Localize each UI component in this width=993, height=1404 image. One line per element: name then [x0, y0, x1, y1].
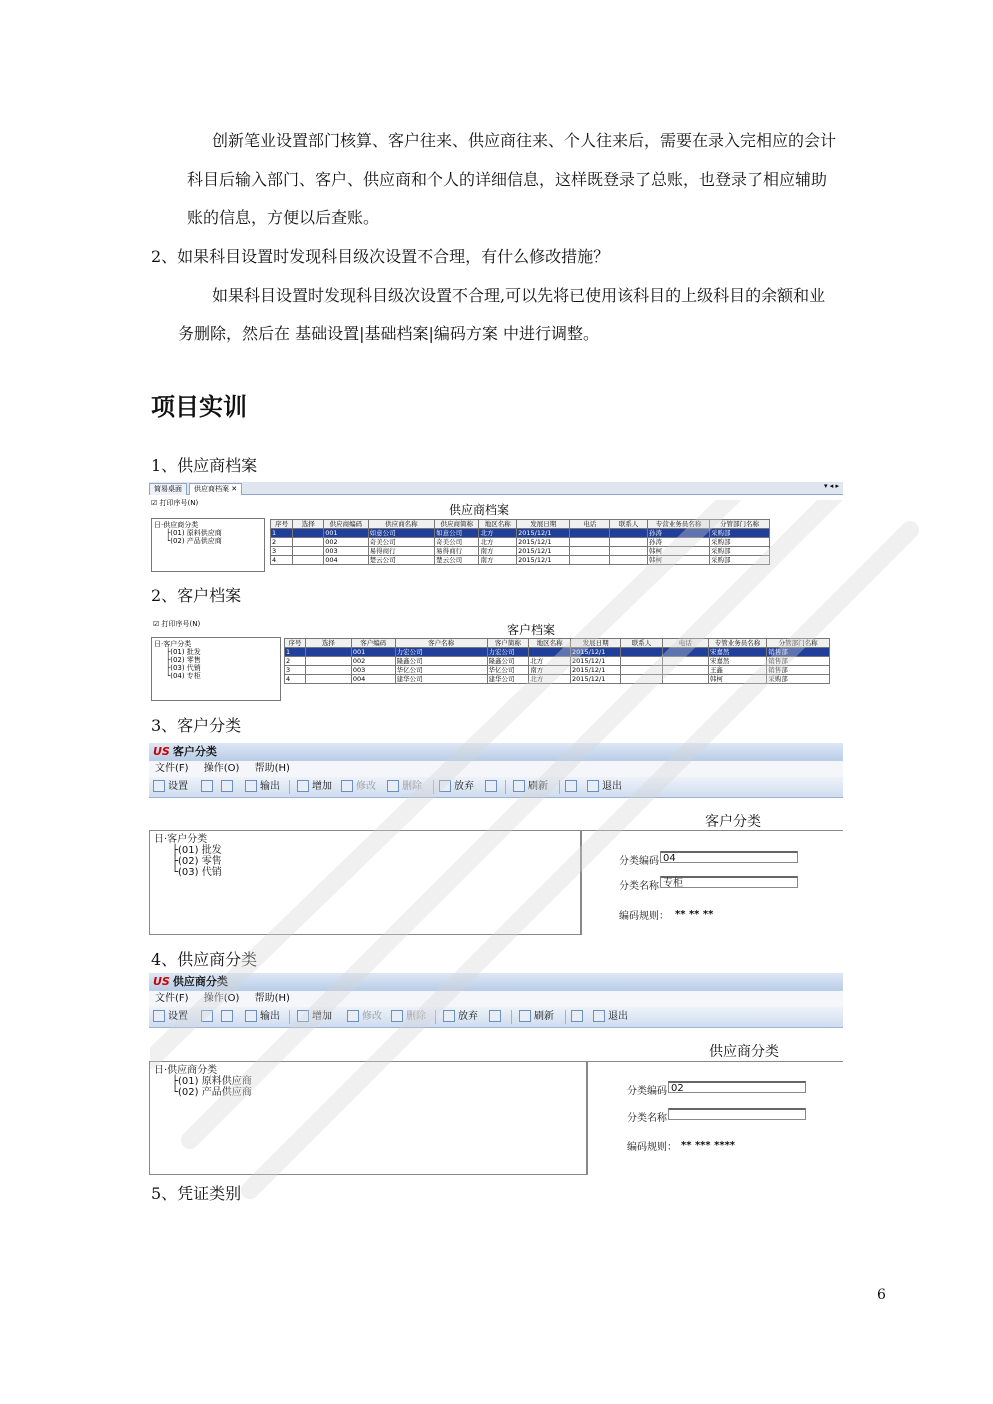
toolbar-separator [505, 780, 506, 794]
class-code-input[interactable]: 04 [660, 851, 798, 863]
help-button[interactable] [571, 1007, 586, 1027]
settings-label: 设置 [168, 781, 188, 792]
tree-node[interactable]: ├(01) 批发 [166, 648, 201, 656]
menu-bar [149, 761, 843, 777]
edit-button[interactable] [341, 777, 376, 797]
column-header[interactable]: 发展日期 [571, 639, 621, 648]
edit-label: 修改 [356, 781, 376, 792]
table-row[interactable] [271, 538, 770, 547]
table-cell: 南方 [479, 547, 517, 556]
tree-node[interactable]: └(02) 产品供应商 [166, 537, 222, 545]
table-cell [610, 547, 648, 556]
section-4-label: 4、供应商分类 [151, 950, 258, 969]
table-cell: 北方 [479, 529, 517, 538]
table-cell: 2015/12/1 [517, 538, 570, 547]
supplier-archive-screenshot [149, 482, 843, 572]
delete-label: 删除 [406, 1011, 426, 1022]
delete-icon [391, 1010, 403, 1022]
table-cell: 004 [324, 556, 368, 565]
table-cell [621, 666, 663, 675]
exit-icon [587, 780, 599, 792]
page-number: 6 [877, 1287, 886, 1303]
table-cell [570, 529, 610, 538]
question-2: 2、如果科目设置时发现科目级次设置不合理，有什么修改措施？ [151, 247, 610, 266]
tree-node[interactable]: ├(02) 零售 [166, 656, 201, 664]
table-cell: 3 [285, 666, 306, 675]
toolbar-separator [559, 780, 560, 794]
supplier-class-window [149, 973, 843, 1175]
table-cell: 采购部 [710, 538, 770, 547]
section-5-label: 5、凭证类别 [151, 1184, 242, 1203]
discard-button[interactable] [443, 1007, 478, 1027]
column-header[interactable]: 客户编码 [351, 639, 395, 648]
table-row[interactable] [285, 666, 830, 675]
delete-label: 删除 [402, 781, 422, 792]
toolbar [149, 1007, 843, 1028]
table-cell: 2015/12/1 [571, 648, 621, 657]
table-cell: 2015/12/1 [571, 666, 621, 675]
table-cell: 宋嘉然 [708, 657, 766, 666]
table-cell [621, 675, 663, 684]
section-2-label: 2、客户档案 [151, 586, 242, 605]
answer-2-line-1: 如果科目设置时发现科目级次设置不合理,可以先将已使用该科目的上级科目的余额和业 [212, 286, 826, 305]
menu-file[interactable]: 文件(F) [155, 763, 189, 774]
menu-help[interactable]: 帮助(H) [254, 993, 290, 1004]
table-cell: 004 [351, 675, 395, 684]
save-icon [489, 1010, 501, 1022]
preview-button[interactable] [221, 777, 236, 797]
table-cell: 隆鑫公司 [487, 657, 529, 666]
table-row[interactable] [271, 529, 770, 538]
table-row[interactable] [271, 547, 770, 556]
table-cell: 销售部 [767, 666, 830, 675]
table-cell: 采购部 [710, 529, 770, 538]
column-header[interactable]: 序号 [285, 639, 306, 648]
table-cell: 2 [271, 538, 293, 547]
column-header[interactable]: 地区名称 [529, 639, 571, 648]
print-button[interactable] [201, 777, 216, 797]
section-3-label: 3、客户分类 [151, 716, 242, 735]
exit-label: 退出 [608, 1011, 628, 1022]
settings-button[interactable] [153, 1007, 188, 1027]
add-label: 增加 [312, 1011, 332, 1022]
table-cell: 力宏公司 [487, 648, 529, 657]
class-name-label: 分类名称 [627, 1113, 667, 1124]
table-header-row [271, 520, 770, 529]
paragraph-1-line-2: 科目后输入部门、客户、供应商和个人的详细信息，这样既登录了总账，也登录了相应辅助 [187, 170, 828, 189]
table-cell [662, 657, 708, 666]
export-label: 输出 [260, 1011, 280, 1022]
tab-scroll-controls[interactable]: ▾ ◂ ▸ [824, 482, 839, 490]
add-button[interactable] [297, 777, 332, 797]
table-row[interactable] [285, 648, 830, 657]
table-cell: 002 [324, 538, 368, 547]
table-cell: 易得商行 [368, 547, 435, 556]
table-cell: 2015/12/1 [517, 529, 570, 538]
table-cell: 宋嘉然 [708, 648, 766, 657]
table-cell [662, 675, 708, 684]
export-icon [245, 780, 257, 792]
exit-label: 退出 [602, 781, 622, 792]
right-panel-title: 供应商分类 [709, 1044, 779, 1060]
tab-desktop[interactable]: 简易桌面 [149, 483, 187, 495]
table-row[interactable] [285, 675, 830, 684]
table-cell: 楚云公司 [368, 556, 435, 565]
code-rule-value: ** *** **** [681, 1140, 736, 1151]
table-cell: 如意公司 [368, 529, 435, 538]
add-icon [297, 780, 309, 792]
table-cell: 韩柯 [647, 556, 709, 565]
toolbar-separator [433, 780, 434, 794]
table-cell: 采购部 [710, 556, 770, 565]
undo-icon [443, 1010, 455, 1022]
column-header[interactable]: 联系人 [610, 520, 648, 529]
settings-button[interactable] [153, 777, 188, 797]
export-button[interactable] [245, 777, 280, 797]
menu-bar [149, 991, 843, 1007]
delete-button[interactable] [387, 777, 422, 797]
table-cell: 001 [351, 648, 395, 657]
tree-node[interactable]: ├(02) 零售 [172, 856, 222, 867]
export-label: 输出 [260, 781, 280, 792]
column-header[interactable]: 专营业务员名称 [647, 520, 709, 529]
print-serial-checkbox[interactable]: ☑ 打印序号(N) [151, 499, 199, 507]
toolbar-separator [289, 780, 290, 794]
tree-node[interactable]: 日·供应商分类 [154, 521, 199, 529]
table-cell: 1 [271, 529, 293, 538]
section-1-label: 1、供应商档案 [151, 456, 258, 475]
table-cell: 楚云公司 [435, 556, 479, 565]
customer-class-window [149, 743, 843, 935]
column-header[interactable]: 电话 [570, 520, 610, 529]
add-icon [297, 1010, 309, 1022]
refresh-icon [519, 1010, 531, 1022]
table-cell: 建华公司 [395, 675, 487, 684]
paragraph-1-line-3: 账的信息，方便以后查账。 [187, 208, 380, 227]
table-cell: 采购部 [710, 547, 770, 556]
table-cell: 2015/12/1 [517, 556, 570, 565]
save-button[interactable] [489, 1007, 504, 1027]
table-cell [621, 648, 663, 657]
table-cell [570, 556, 610, 565]
tree-node[interactable]: └(02) 产品供应商 [172, 1087, 252, 1098]
customer-class-tree[interactable] [151, 637, 281, 701]
delete-button[interactable] [391, 1007, 426, 1027]
print-serial-checkbox[interactable]: ☑ 打印序号(N) [153, 620, 201, 628]
window-title-bar [149, 743, 843, 761]
toolbar-separator [565, 1010, 566, 1024]
class-code-label: 分类编码 [619, 856, 659, 867]
tree-node[interactable]: └(03) 代销 [172, 867, 222, 878]
menu-file[interactable]: 文件(F) [155, 993, 189, 1004]
table-cell [621, 657, 663, 666]
preview-icon [221, 1010, 233, 1022]
tab-supplier-archive[interactable]: 供应商档案 ✕ [189, 483, 242, 495]
table-cell: 南方 [479, 556, 517, 565]
column-header[interactable]: 供应商简称 [435, 520, 479, 529]
help-icon [571, 1010, 583, 1022]
refresh-label: 刷新 [528, 781, 548, 792]
table-cell: 力宏公司 [395, 648, 487, 657]
table-cell: 南方 [529, 666, 571, 675]
code-rule-label: 编码规则： [627, 1142, 677, 1153]
table-cell: 北方 [529, 657, 571, 666]
table-cell: 2 [285, 657, 306, 666]
refresh-icon [513, 780, 525, 792]
table-cell: 奇美公司 [435, 538, 479, 547]
table-cell: 华亿公司 [487, 666, 529, 675]
table-cell [293, 529, 324, 538]
column-header[interactable]: 分管部门名称 [767, 639, 830, 648]
print-button[interactable] [201, 1007, 216, 1027]
tree-node[interactable]: ├(01) 批发 [172, 845, 222, 856]
settings-icon [153, 1010, 165, 1022]
column-header[interactable]: 分管部门名称 [710, 520, 770, 529]
table-cell [610, 529, 648, 538]
supplier-class-tree[interactable] [149, 1061, 587, 1175]
column-header[interactable]: 客户简称 [487, 639, 529, 648]
settings-icon [153, 780, 165, 792]
app-logo: US [153, 975, 170, 988]
table-cell [305, 666, 351, 675]
toolbar-separator [511, 1010, 512, 1024]
customer-table[interactable] [284, 638, 830, 684]
discard-button[interactable] [439, 777, 474, 797]
toolbar [149, 777, 843, 798]
code-rule-label: 编码规则： [619, 911, 669, 922]
refresh-label: 刷新 [534, 1011, 554, 1022]
class-code-label: 分类编码 [627, 1086, 667, 1097]
table-cell [305, 648, 351, 657]
edit-icon [347, 1010, 359, 1022]
table-cell: 001 [324, 529, 368, 538]
preview-icon [221, 780, 233, 792]
column-header[interactable]: 选择 [305, 639, 351, 648]
discard-label: 放弃 [454, 781, 474, 792]
table-cell [293, 538, 324, 547]
column-header[interactable]: 专管业务员名称 [708, 639, 766, 648]
menu-operate[interactable]: 操作(O) [203, 763, 240, 774]
class-name-input[interactable] [668, 1108, 806, 1120]
section-heading: 项目实训 [151, 393, 247, 421]
table-cell [610, 556, 648, 565]
table-cell: 采购部 [767, 675, 830, 684]
exit-button[interactable] [593, 1007, 628, 1027]
table-cell: 2015/12/1 [517, 547, 570, 556]
table-header-row [285, 639, 830, 648]
table-cell [570, 538, 610, 547]
undo-icon [439, 780, 451, 792]
tree-node[interactable]: 日·供应商分类 [154, 1065, 218, 1076]
table-cell [662, 666, 708, 675]
edit-icon [341, 780, 353, 792]
table-cell: 002 [351, 657, 395, 666]
table-cell [610, 538, 648, 547]
table-cell: 销售部 [767, 657, 830, 666]
table-cell: 孙涛 [647, 529, 709, 538]
table-cell: 韩柯 [708, 675, 766, 684]
exit-button[interactable] [587, 777, 622, 797]
table-cell: 王鑫 [708, 666, 766, 675]
table-cell: 北方 [529, 675, 571, 684]
paragraph-1-line-1: 创新笔业设置部门核算、客户往来、供应商往来、个人往来后，需要在录入完相应的会计 [212, 131, 837, 150]
print-icon [201, 1010, 213, 1022]
refresh-button[interactable] [513, 777, 548, 797]
column-header[interactable]: 地区名称 [479, 520, 517, 529]
table-cell: 003 [324, 547, 368, 556]
tree-node[interactable]: 日·客户分类 [154, 834, 208, 845]
table-cell: 北方 [479, 538, 517, 547]
discard-label: 放弃 [458, 1011, 478, 1022]
supplier-table[interactable] [270, 519, 770, 565]
table-cell: 2015/12/1 [571, 675, 621, 684]
tree-node[interactable]: ├(03) 代销 [166, 664, 201, 672]
column-header[interactable]: 发展日期 [517, 520, 570, 529]
class-code-input[interactable]: 02 [668, 1081, 806, 1093]
app-logo: US [153, 745, 170, 758]
add-button[interactable] [297, 1007, 332, 1027]
column-header[interactable]: 选择 [293, 520, 324, 529]
save-button[interactable] [485, 777, 500, 797]
table-cell: 003 [351, 666, 395, 675]
table-cell [305, 675, 351, 684]
supplier-archive-title: 供应商档案 [449, 503, 510, 517]
table-cell [662, 648, 708, 657]
table-cell: 1 [285, 648, 306, 657]
table-cell [293, 547, 324, 556]
tab-bar [149, 482, 843, 495]
exit-icon [593, 1010, 605, 1022]
table-cell: 3 [271, 547, 293, 556]
export-icon [245, 1010, 257, 1022]
table-cell [529, 648, 571, 657]
column-header[interactable]: 供应商名称 [368, 520, 435, 529]
delete-icon [387, 780, 399, 792]
column-header[interactable]: 客户名称 [395, 639, 487, 648]
column-header[interactable]: 序号 [271, 520, 293, 529]
table-cell: 建华公司 [487, 675, 529, 684]
right-panel-title: 客户分类 [705, 814, 761, 830]
add-label: 增加 [312, 781, 332, 792]
window-title: 客户分类 [172, 745, 217, 758]
class-name-label: 分类名称 [619, 881, 659, 892]
print-icon [201, 780, 213, 792]
column-header[interactable]: 供应商编码 [324, 520, 368, 529]
column-header[interactable]: 联系人 [621, 639, 663, 648]
window-title-bar [149, 973, 843, 991]
refresh-button[interactable] [519, 1007, 554, 1027]
table-cell: 韩柯 [647, 547, 709, 556]
tree-node[interactable]: ├(01) 原料供应商 [172, 1076, 252, 1087]
menu-operate[interactable]: 操作(O) [203, 993, 240, 1004]
code-rule-value: ** ** ** [675, 909, 714, 920]
settings-label: 设置 [168, 1011, 188, 1022]
customer-archive-title: 客户档案 [507, 623, 556, 637]
edit-label: 修改 [362, 1011, 382, 1022]
table-cell [305, 657, 351, 666]
table-row[interactable] [271, 556, 770, 565]
toolbar-separator [435, 1010, 436, 1024]
table-cell: 4 [285, 675, 306, 684]
help-button[interactable] [565, 777, 580, 797]
class-name-input[interactable]: 专柜 [660, 876, 798, 888]
table-cell: 4 [271, 556, 293, 565]
table-cell: 孙涛 [647, 538, 709, 547]
save-icon [485, 780, 497, 792]
table-cell [293, 556, 324, 565]
table-row[interactable] [285, 657, 830, 666]
customer-archive-screenshot [149, 613, 843, 701]
table-cell: 如意公司 [435, 529, 479, 538]
tree-node[interactable]: └(04) 专柜 [166, 672, 201, 680]
table-cell: 奇美公司 [368, 538, 435, 547]
edit-button[interactable] [347, 1007, 382, 1027]
toolbar-separator [289, 1010, 290, 1024]
customer-class-tree[interactable] [149, 830, 581, 935]
menu-help[interactable]: 帮助(H) [254, 763, 290, 774]
export-button[interactable] [245, 1007, 280, 1027]
help-icon [565, 780, 577, 792]
table-cell: 华亿公司 [395, 666, 487, 675]
table-cell: 2015/12/1 [571, 657, 621, 666]
table-cell: 易得商行 [435, 547, 479, 556]
column-header[interactable]: 电话 [662, 639, 708, 648]
table-cell: 隆鑫公司 [395, 657, 487, 666]
table-cell: 销售部 [767, 648, 830, 657]
answer-2-line-2: 务删除，然后在 基础设置|基础档案|编码方案 中进行调整。 [178, 324, 599, 343]
preview-button[interactable] [221, 1007, 236, 1027]
window-title: 供应商分类 [172, 975, 228, 988]
table-cell [570, 547, 610, 556]
supplier-class-tree[interactable] [151, 518, 265, 572]
tree-node[interactable]: 日·客户分类 [154, 640, 192, 648]
tree-node[interactable]: ├(01) 原料供应商 [166, 529, 222, 537]
